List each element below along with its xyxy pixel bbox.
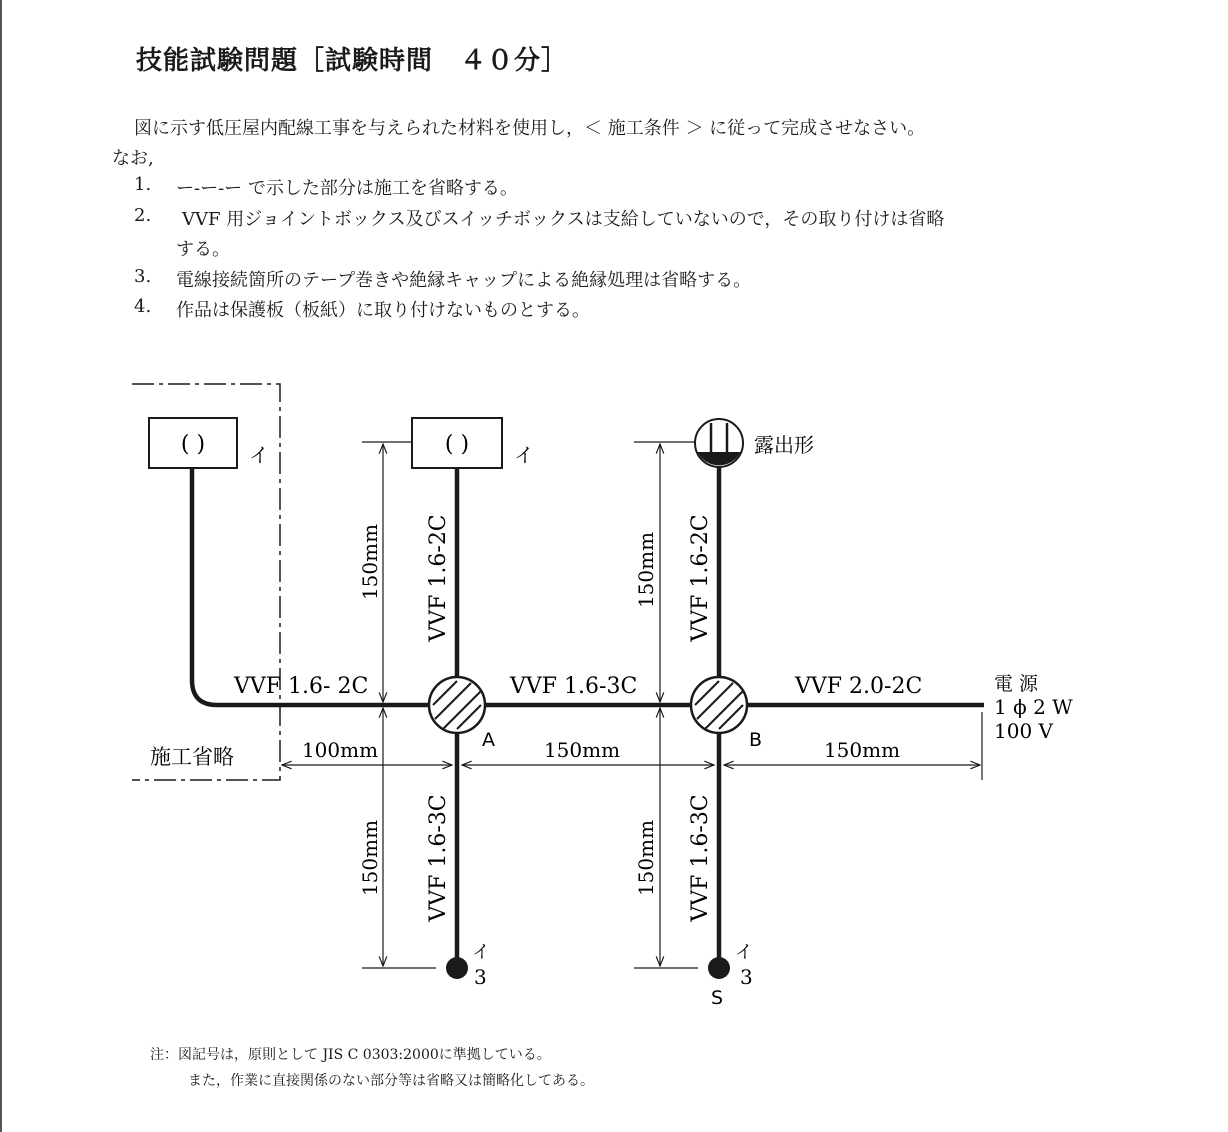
switch-b-number: 3	[740, 965, 753, 989]
junction-box-a-label: A	[482, 729, 495, 751]
power-phase-label: 1 ϕ 2 W	[994, 695, 1073, 719]
condition-2-number: 2.	[134, 205, 152, 226]
dim-ab-150: 150mm	[543, 738, 621, 762]
condition-2-text: VVF 用ジョイントボックス及びスイッチボックスは支給していないので，その取り付けは省略	[182, 209, 945, 230]
light-center-i-label: イ	[514, 443, 534, 467]
condition-4-text: 作品は保護板（板紙）に取り付けないものとする。	[176, 300, 590, 321]
switch-b-icon	[708, 957, 730, 979]
switch-b-s-label: S	[711, 987, 724, 1009]
junction-box-b	[691, 677, 747, 733]
condition-3-number: 3.	[134, 266, 152, 287]
dim-up-a-150: 150mm	[358, 523, 382, 601]
condition-4-number: 4.	[134, 296, 152, 317]
cable-label-up-b: VVF 1.6-2C	[688, 514, 713, 642]
light-fixture-center	[412, 418, 502, 468]
cable-label-up-a: VVF 1.6-2C	[426, 514, 451, 642]
light-left-i-label: イ	[249, 443, 269, 467]
power-voltage-label: 100 V	[994, 719, 1053, 743]
switch-b-i-label: イ	[735, 942, 753, 963]
dim-power-150: 150mm	[823, 738, 901, 762]
switch-a-icon	[446, 957, 468, 979]
note-line-2: また，作業に直接関係のない部分等は省略又は簡略化してある。	[188, 1073, 594, 1089]
light-symbol-center: ( )	[444, 432, 470, 457]
cable-label-down-b: VVF 1.6-3C	[688, 794, 713, 922]
dim-up-b-150: 150mm	[634, 531, 658, 609]
note-line-1: 注：図記号は，原則として JIS C 0303:2000に準拠している。	[150, 1047, 551, 1063]
cable-label-down-a: VVF 1.6-3C	[426, 794, 451, 922]
cable-lines	[192, 465, 984, 962]
cable-label-left: VVF 1.6- 2C	[234, 674, 369, 699]
page-title: 技能試験問題［試験時間 ４０分］	[136, 46, 569, 76]
power-source-label: 電 源	[994, 673, 1039, 695]
switch-a-number: 3	[474, 965, 487, 989]
dim-down-b-150: 150mm	[634, 819, 658, 897]
light-symbol-left: ( )	[180, 432, 206, 457]
junction-box-b-label: B	[749, 729, 763, 751]
junction-box-a	[429, 677, 485, 733]
exposed-receptacle-icon	[695, 419, 743, 467]
light-fixture-left	[149, 418, 237, 468]
exposed-type-label: 露出形	[754, 433, 814, 457]
condition-1-text: ー‐ー‐ー で示した部分は施工を省略する。	[176, 178, 518, 199]
condition-2-continuation: する。	[176, 239, 230, 260]
omitted-section-label: 施工省略	[150, 745, 234, 769]
dim-down-a-150: 150mm	[358, 819, 382, 897]
switch-a-i-label: イ	[472, 942, 490, 963]
intro-text: 図に示す低圧屋内配線工事を与えられた材料を使用し，＜ 施工条件 ＞ に従って完成させなさい。	[134, 118, 926, 139]
intro-nao: なお,	[112, 148, 154, 169]
condition-3-text: 電線接続箇所のテープ巻きや絶縁キャップによる絶縁処理は省略する。	[176, 270, 752, 291]
condition-1-number: 1.	[134, 174, 152, 195]
cable-label-power: VVF 2.0-2C	[795, 674, 923, 699]
wiring-diagram	[2, 0, 1228, 1132]
cable-label-ab: VVF 1.6-3C	[510, 674, 638, 699]
dim-left-100: 100mm	[301, 738, 379, 762]
